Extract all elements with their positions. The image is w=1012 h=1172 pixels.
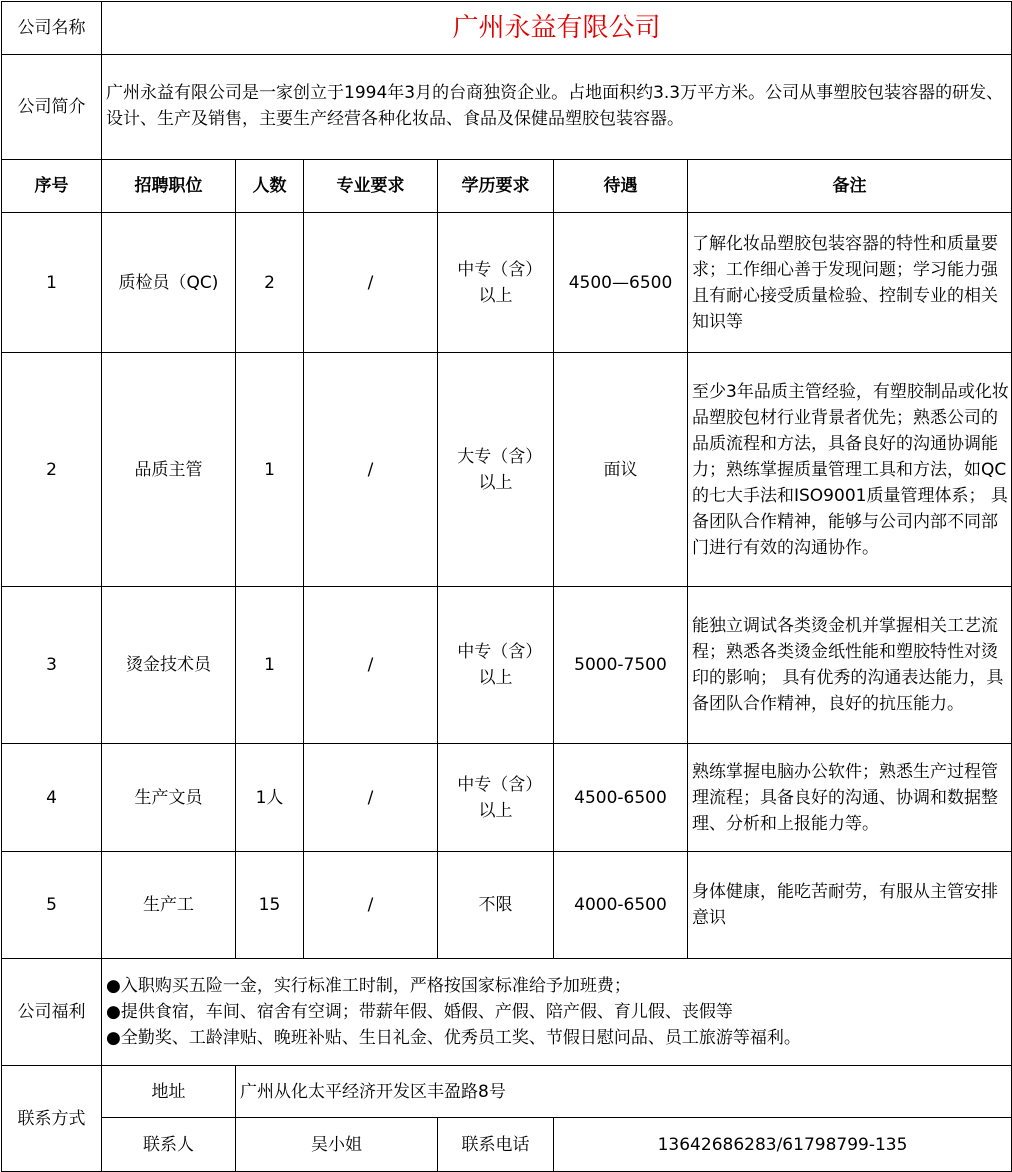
job-position: 生产文员 xyxy=(102,744,236,852)
job-count: 15 xyxy=(236,852,304,959)
header-remark: 备注 xyxy=(688,160,1012,213)
header-education: 学历要求 xyxy=(438,160,554,213)
benefit-item: ●全勤奖、工龄津贴、晚班补贴、生日礼金、优秀员工奖、节假日慰问品、员工旅游等福利。 xyxy=(106,1028,801,1048)
table-row xyxy=(2,744,1012,852)
company-intro-row xyxy=(2,55,1012,160)
benefits-row xyxy=(2,959,1012,1066)
job-salary: 4500—6500 xyxy=(554,213,688,353)
company-name-row xyxy=(2,2,1012,55)
job-position: 烫金技术员 xyxy=(102,587,236,744)
header-no: 序号 xyxy=(2,160,102,213)
company-intro: 广州永益有限公司是一家创立于1994年3月的台商独资企业。占地面积约3.3万平方米。公司从事塑胶包装容器的研发、设计、生产及销售，主要生产经营各种化妆品、食品及保健品塑胶包装容器。 xyxy=(102,55,1012,160)
phone-value: 13642686283/61798799-135 xyxy=(554,1118,1012,1172)
job-position: 生产工 xyxy=(102,852,236,959)
person-label: 联系人 xyxy=(102,1118,236,1172)
job-major: / xyxy=(304,744,438,852)
contact-label: 联系方式 xyxy=(2,1066,102,1172)
table-row xyxy=(2,213,1012,353)
job-remark: 能独立调试各类烫金机并掌握相关工艺流程；熟悉各类烫金纸性能和塑胶特性对烫印的影响； 具有优秀的沟通表达能力，具备团队合作精神，良好的抗压能力。 xyxy=(688,587,1012,744)
job-no: 5 xyxy=(2,852,102,959)
recruitment-table xyxy=(1,1,1012,1172)
job-remark: 熟练掌握电脑办公软件；熟悉生产过程管理流程；具备良好的沟通、协调和数据整理、分析和上报能力等。 xyxy=(688,744,1012,852)
benefits-label: 公司福利 xyxy=(2,959,102,1066)
header-salary: 待遇 xyxy=(554,160,688,213)
table-row xyxy=(2,353,1012,587)
job-position: 品质主管 xyxy=(102,353,236,587)
job-count: 2 xyxy=(236,213,304,353)
benefit-item: ●入职购买五险一金，实行标准工时制，严格按国家标准给予加班费； xyxy=(106,976,631,996)
contact-person-row xyxy=(2,1118,1012,1172)
job-salary: 4500-6500 xyxy=(554,744,688,852)
job-count: 1 xyxy=(236,353,304,587)
company-name-label: 公司名称 xyxy=(2,2,102,55)
job-education: 不限 xyxy=(438,852,554,959)
job-no: 1 xyxy=(2,213,102,353)
job-education: 大专（含）以上 xyxy=(438,353,554,587)
phone-label: 联系电话 xyxy=(438,1118,554,1172)
job-major: / xyxy=(304,353,438,587)
company-intro-label: 公司简介 xyxy=(2,55,102,160)
benefits-list xyxy=(102,959,1012,1066)
person-value: 吴小姐 xyxy=(236,1118,438,1172)
job-salary: 面议 xyxy=(554,353,688,587)
job-salary: 4000-6500 xyxy=(554,852,688,959)
benefit-item: ●提供食宿，车间、宿舍有空调；带薪年假、婚假、产假、陪产假、育儿假、丧假等 xyxy=(106,1002,733,1022)
job-count: 1人 xyxy=(236,744,304,852)
job-remark: 身体健康，能吃苦耐劳，有服从主管安排意识 xyxy=(688,852,1012,959)
job-no: 3 xyxy=(2,587,102,744)
company-name: 广州永益有限公司 xyxy=(102,2,1012,55)
address-value: 广州从化太平经济开发区丰盈路8号 xyxy=(236,1066,1012,1118)
header-count: 人数 xyxy=(236,160,304,213)
address-label: 地址 xyxy=(102,1066,236,1118)
job-education: 中专（含）以上 xyxy=(438,213,554,353)
table-row xyxy=(2,587,1012,744)
job-no: 2 xyxy=(2,353,102,587)
job-major: / xyxy=(304,587,438,744)
table-row xyxy=(2,852,1012,959)
job-remark: 了解化妆品塑胶包装容器的特性和质量要求；工作细心善于发现问题；学习能力强且有耐心接受质量检验、控制专业的相关知识等 xyxy=(688,213,1012,353)
job-major: / xyxy=(304,213,438,353)
header-row xyxy=(2,160,1012,213)
job-education: 中专（含）以上 xyxy=(438,744,554,852)
job-salary: 5000-7500 xyxy=(554,587,688,744)
job-count: 1 xyxy=(236,587,304,744)
job-major: / xyxy=(304,852,438,959)
header-major: 专业要求 xyxy=(304,160,438,213)
job-position: 质检员（QC) xyxy=(102,213,236,353)
contact-address-row xyxy=(2,1066,1012,1118)
job-no: 4 xyxy=(2,744,102,852)
job-education: 中专（含）以上 xyxy=(438,587,554,744)
header-position: 招聘职位 xyxy=(102,160,236,213)
job-remark: 至少3年品质主管经验，有塑胶制品或化妆品塑胶包材行业背景者优先；熟悉公司的品质流程和方法，具备良好的沟通协调能力；熟练掌握质量管理工具和方法，如QC的七大手法和ISO9001质量管理体系； 具备团队合作精神，能够与公司内部不同部门进行有效的沟通协作。 xyxy=(688,353,1012,587)
